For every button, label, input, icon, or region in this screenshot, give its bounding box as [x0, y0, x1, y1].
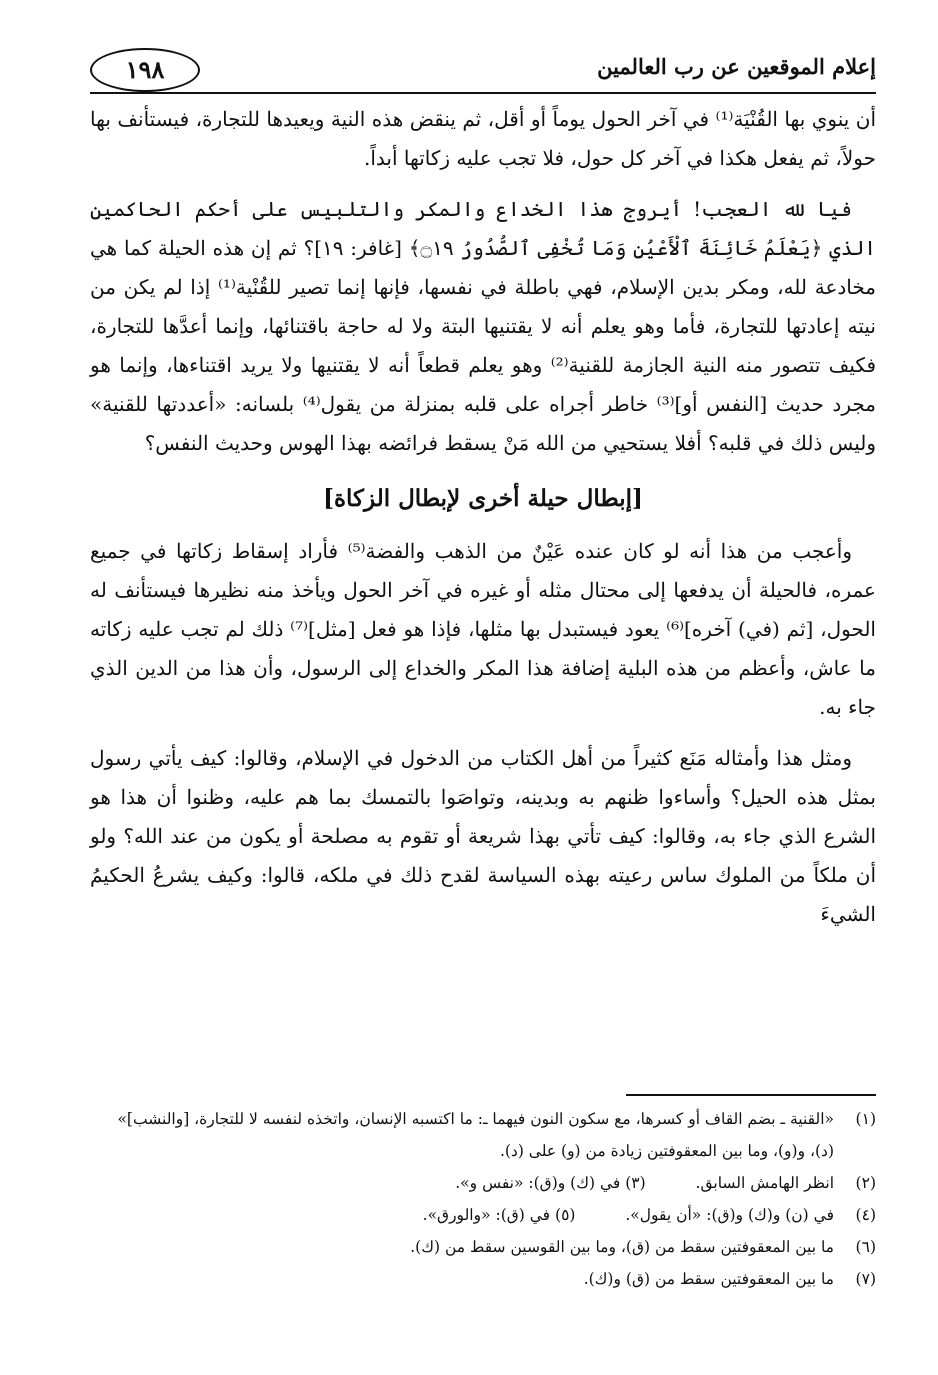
main-text — [90, 100, 876, 946]
footnote-text: «القنية ـ بضم القاف أو كسرها، مع سكون النون فيهما ـ: ما اكتسبه الإنسان، واتخذه لنفسه لا للتجارة، [والنشب]» (د)، و(و)، وما بين المعقوفتين زيادة من (و) على (د). — [117, 1110, 834, 1160]
footnote-text: في (ك) و(ق): «نفس و». — [455, 1174, 621, 1192]
header-rule — [90, 92, 876, 94]
paragraph: فيا لله العجب! أيروج هذا الخداع والمكر والتلبيس على أحكم الحاكمين الذي ﴿يَعْلَمُ خَائِنَةَ ٱلْأَعْيُنِ وَمَا تُخْفِى ٱلصُّدُورُ ۝١٩﴾ [غافر: ١٩]؟ ثم إن هذه الحيلة كما هي مخادعة لله، ومكر بدين الإسلام، فهي باطلة في نفسها، فإنها إنما تصير للقُنْية⁽¹⁾ إذا لم يكن من نيته إعادتها للتجارة، فأما وهو يعلم أنه لا يقتنيها البتة ولا له حاجة باقتنائها، وإنما أعدَّها للتجارة، فكيف تتصور منه النية الجازمة للقنية⁽²⁾ وهو يعلم قطعاً أنه لا يقتنيها ولا يريد اقتناءها، وإنما هو مجرد حديث [النفس أو]⁽³⁾ خاطر أجراه على قلبه بمنزلة من يقول⁽⁴⁾ بلسانه: «أعددتها للقنية» وليس ذلك في قلبه؟ أفلا يستحيي من الله مَنْ يسقط فرائضه بهذا الهوس وحديث النفس؟ — [90, 197, 877, 455]
footnote-text: في (ن) و(ك) و(ق): «أن يقول». — [625, 1206, 834, 1224]
paragraph: ومثل هذا وأمثاله مَنَع كثيراً من أهل الكتاب من الدخول في الإسلام، وقالوا: كيف يأتي رسول بمثل هذه الحيل؟ وأساءوا ظنهم به وبدينه، وتواصَوا بالتمسك بما هم عليه، وظنوا أن هذا هو الشرع الذي جاء به، وقالوا: كيف تأتي بهذا شريعة أو تقوم به مصلحة أو يكون من عند الله؟ ولو أن ملكاً من الملوك ساس رعيته بهذه السياسة لقدح ذلك في ملكه، قالوا: وكيف يشرعُ الحكيمُ الشيءَ — [90, 746, 877, 926]
footnote-rule — [626, 1094, 876, 1096]
footnote-number: (٤) — [855, 1206, 876, 1224]
footnote-text: انظر الهامش السابق. — [695, 1174, 834, 1192]
footnote-number: (٧) — [855, 1270, 876, 1288]
paragraph: أن ينوي بها القُنْيَة⁽¹⁾ في آخر الحول يوماً أو أقل، ثم ينقض هذه النية ويعيدها للتجارة، فيستأنف بها حولاً، ثم يفعل هكذا في آخر كل حول، فلا تجب عليه زكاتها أبداً. — [90, 107, 876, 170]
footnote-text: ما بين المعقوفتين سقط من (ق)، وما بين القوسين سقط من (ك). — [410, 1238, 834, 1256]
footnote — [90, 1231, 876, 1263]
page-header — [90, 48, 876, 92]
footnote-text: ما بين المعقوفتين سقط من (ق) و(ك). — [583, 1270, 834, 1288]
footnote — [90, 1103, 876, 1167]
running-title: إعلام الموقعين عن رب العالمين — [597, 54, 876, 79]
footnote — [90, 1263, 876, 1295]
footnote-number: (١) — [855, 1110, 876, 1128]
footnote-number: (٥) — [555, 1206, 576, 1224]
paragraph: وأعجب من هذا أنه لو كان عنده عَيْنٌ من الذهب والفضة⁽⁵⁾ فأراد إسقاط زكاتها في جميع عمره، فالحيلة أن يدفعها إلى محتال مثله أو غيره في آخر الحول ويأخذ منه نظيرها فيستأنف له الحول، [ثم (في) آخره]⁽⁶⁾ يعود فيستبدل بها مثلها، فإذا هو فعل [مثل]⁽⁷⁾ ذلك لم تجب عليه زكاته ما عاش، وأعظم من هذه البلية إضافة هذا المكر والخداع إلى الرسول، وأن هذا من الدين الذي جاء به. — [90, 539, 876, 719]
page-number: ١٩٨ — [90, 48, 200, 92]
footnotes — [90, 1103, 876, 1295]
footnote — [90, 1199, 876, 1231]
footnote-number: (٣) — [625, 1174, 646, 1192]
footnote-text: في (ق): «والورق». — [422, 1206, 551, 1224]
footnote-number: (٢) — [855, 1174, 876, 1192]
section-heading: [إبطال حيلة أخرى لإبطال الزكاة] — [323, 485, 643, 512]
footnote — [90, 1167, 876, 1199]
footnote-number: (٦) — [855, 1238, 876, 1256]
